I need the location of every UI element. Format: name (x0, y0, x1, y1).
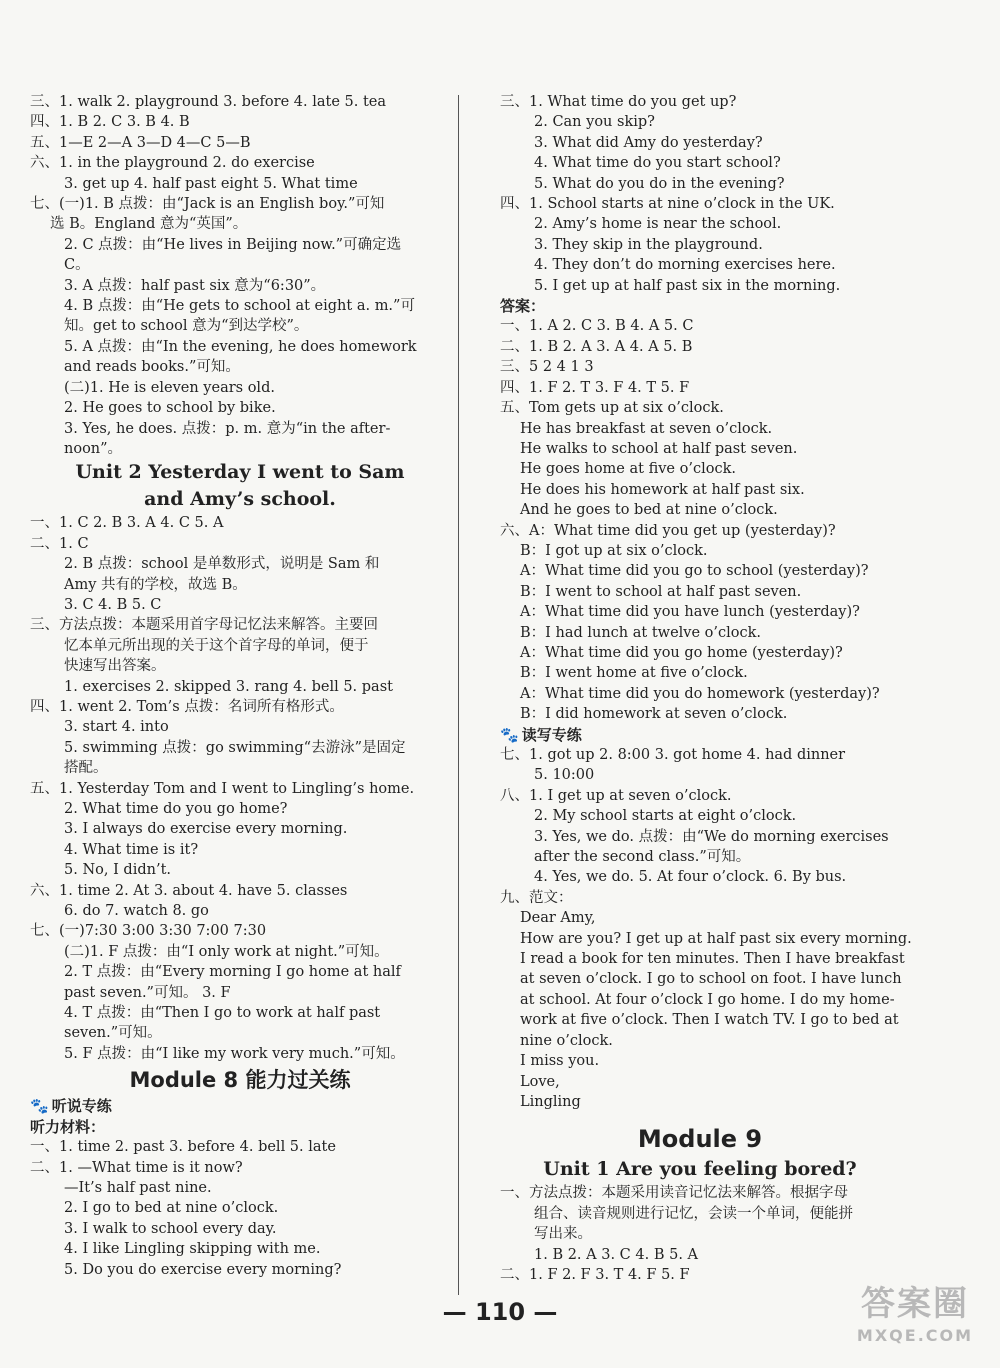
answer-line: 五、Tom gets up at six o’clock. (500, 400, 724, 417)
answer-line: 八、1. I get up at seven o’clock. (500, 787, 732, 804)
answer-line: 六、A：What time did you get up (yesterday)? (500, 522, 836, 539)
answer-line: 选 B。England 意为“英国”。 (50, 216, 248, 233)
answer-line: He walks to school at half past seven. (520, 440, 798, 457)
answer-line: B：I did homework at seven o’clock. (520, 706, 788, 723)
answer-line: 知。get to school 意为“到达学校”。 (64, 318, 309, 335)
right-column (500, 92, 912, 1285)
answer-line: 2. C 点拨：由“He lives in Beijing now.”可确定选 (64, 236, 402, 253)
answer-line: 2. T 点拨：由“Every morning I go home at half (64, 964, 401, 981)
answer-line: 5. 10:00 (534, 767, 595, 784)
answer-line: Dear Amy, (520, 910, 596, 927)
answer-line: 忆本单元所出现的关于这个首字母的单词，便于 (64, 637, 369, 654)
answer-line: 3. I walk to school every day. (64, 1220, 277, 1237)
answer-line: 2. What time do you go home? (64, 801, 288, 817)
answer-line: 七、1. got up 2. 8:00 3. got home 4. had dinner (500, 747, 846, 763)
answer-line: 四、1. went 2. Tom’s 点拨：名词所有格形式。 (30, 698, 344, 715)
answer-line: noon”。 (64, 440, 123, 457)
answer-line: A：What time did you have lunch (yesterday)? (520, 604, 860, 621)
answer-line: He goes home at five o’clock. (520, 461, 736, 478)
answer-line: How are you? I get up at half past six every morning. (520, 930, 912, 947)
answer-line: work at five o’clock. Then I watch TV. I go to bed at (520, 1012, 899, 1029)
subheading: 答案： (500, 297, 546, 316)
answer-line: C。 (64, 257, 90, 274)
answer-line: 六、1. in the playground 2. do exercise (30, 155, 315, 172)
answer-line: A：What time did you do homework (yesterday)? (520, 685, 880, 702)
unit-title: Unit 2 Yesterday I went to Sam (75, 461, 405, 484)
answer-line: 2. He goes to school by bike. (64, 400, 276, 417)
answer-line: 2. I go to bed at nine o’clock. (64, 1200, 279, 1217)
answer-line: 2. Amy’s home is near the school. (534, 216, 782, 233)
paw-icon: 🐾 (30, 1097, 49, 1116)
answer-line: 1. B 2. A 3. C 4. B 5. A (534, 1246, 699, 1263)
answer-line: 三、5 2 4 1 3 (500, 359, 594, 376)
page-number: — 110 — (442, 1298, 558, 1326)
answer-line: 组合、读音规则进行记忆，会读一个单词，便能拼 (534, 1205, 853, 1222)
answer-line: 2. Can you skip? (534, 114, 655, 131)
answer-line: Love, (520, 1073, 560, 1090)
answer-line: and reads books.”可知。 (64, 359, 240, 376)
answer-line: 三、方法点拨：本题采用首字母记忆法来解答。主要回 (30, 617, 378, 634)
answer-line: 4. They don’t do morning exercises here. (534, 257, 836, 274)
answer-line: 3. I always do exercise every morning. (64, 821, 348, 838)
column-divider (458, 95, 459, 1295)
answer-line: 一、1. C 2. B 3. A 4. C 5. A (30, 515, 224, 532)
paw-icon: 🐾 (500, 725, 519, 744)
answer-line: 三、1. walk 2. playground 3. before 4. late 5. tea (30, 94, 387, 110)
module-title: Module 9 (637, 1125, 763, 1154)
answer-line: 2. B 点拨：school 是单数形式，说明是 Sam 和 (64, 556, 380, 573)
answer-line: 5. Do you do exercise every morning? (64, 1261, 342, 1278)
module-title: Module 8 能力过关练 (129, 1068, 351, 1093)
answer-line: 4. What time do you start school? (534, 155, 781, 172)
answer-line: B：I went to school at half past seven. (520, 583, 802, 600)
section-header: 🐾 读写专练 (500, 725, 582, 744)
answer-line: 3. C 4. B 5. C (64, 596, 162, 613)
answer-line: Amy 共有的学校，故选 B。 (64, 576, 247, 593)
answer-line: B：I went home at five o’clock. (520, 665, 748, 682)
answer-line: after the second class.”可知。 (534, 849, 751, 866)
answer-line: 四、1. School starts at nine o’clock in the UK. (500, 196, 835, 213)
left-column (30, 92, 450, 1280)
answer-line: 5. I get up at half past six in the morning. (534, 277, 841, 294)
answer-line: 二、1. B 2. A 3. A 4. A 5. B (500, 338, 693, 355)
answer-line: 3. get up 4. half past eight 5. What time (64, 175, 358, 192)
watermark-url: MXQE.COM (856, 1326, 974, 1345)
answer-line: 七、(一)7:30 3:00 3:30 7:00 7:30 (30, 923, 267, 940)
answer-line: A：What time did you go home (yesterday)? (520, 644, 843, 661)
answer-line: 3. start 4. into (64, 719, 169, 736)
answer-line: A：What time did you go to school (yesterday)? (520, 563, 869, 580)
answer-line: And he goes to bed at nine o’clock. (520, 502, 778, 519)
answer-line: I read a book for ten minutes. Then I have breakfast (520, 951, 905, 968)
answer-line: (二)1. F 点拨：由“I only work at night.”可知。 (64, 943, 389, 960)
answer-line: past seven.”可知。 3. F (64, 984, 231, 1001)
answer-line: B：I had lunch at twelve o’clock. (520, 624, 762, 641)
answer-line: 快速写出答案。 (64, 658, 166, 675)
unit-title: Unit 1 Are you feeling bored? (543, 1158, 857, 1181)
answer-line: at seven o’clock. I go to school on foot. I have lunch (520, 971, 902, 988)
answer-line: 二、1. —What time is it now? (30, 1159, 243, 1176)
answer-line: Lingling (520, 1093, 581, 1110)
answer-line: 4. B 点拨：由“He gets to school at eight a. m.”可 (64, 298, 415, 315)
answer-line: 6. do 7. watch 8. go (64, 903, 209, 920)
answer-line: (二)1. He is eleven years old. (64, 379, 275, 396)
answer-line: 4. What time is it? (64, 841, 199, 858)
answer-line: 3. What did Amy do yesterday? (534, 134, 763, 151)
answer-line: 搭配。 (64, 760, 108, 777)
answer-line: 4. Yes, we do. 5. At four o’clock. 6. By bus. (534, 869, 847, 886)
answer-line: 四、1. B 2. C 3. B 4. B (30, 114, 190, 131)
subheading: 听力材料： (30, 1117, 106, 1136)
answer-line: 5. F 点拨：由“I like my work very much.”可知。 (64, 1045, 405, 1062)
answer-line: I miss you. (520, 1053, 600, 1070)
answer-line: 4. I like Lingling skipping with me. (64, 1241, 321, 1258)
answer-line: —It’s half past nine. (64, 1179, 212, 1196)
answer-line: 5. swimming 点拨：go swimming“去游泳”是固定 (64, 739, 406, 756)
answer-line: 五、1—E 2—A 3—D 4—C 5—B (30, 134, 251, 151)
answer-line: 六、1. time 2. At 3. about 4. have 5. classes (30, 882, 348, 899)
answer-line: 3. A 点拨：half past six 意为“6:30”。 (64, 277, 326, 294)
answer-line: nine o’clock. (520, 1032, 613, 1049)
answer-line: 5. No, I didn’t. (64, 862, 172, 879)
answer-line: 写出来。 (534, 1226, 592, 1243)
answer-line: 3. Yes, he does. 点拨：p. m. 意为“in the after- (64, 420, 391, 437)
answer-line: 七、(一)1. B 点拨：由“Jack is an English boy.”可知 (30, 196, 385, 213)
answer-line: 一、1. A 2. C 3. B 4. A 5. C (500, 318, 694, 335)
answer-line: 一、方法点拨：本题采用读音记忆法来解答。根据字母 (500, 1185, 848, 1202)
answer-line: 2. My school starts at eight o’clock. (534, 808, 797, 825)
answer-line: 三、1. What time do you get up? (500, 94, 737, 110)
answer-line: B：I got up at six o’clock. (520, 542, 708, 559)
answer-line: at school. At four o’clock I go home. I do my home- (520, 991, 895, 1008)
unit-title: and Amy’s school. (144, 488, 336, 511)
answer-line: 二、1. F 2. F 3. T 4. F 5. F (500, 1266, 690, 1283)
answer-line: 5. A 点拨：由“In the evening, he does homework (64, 338, 417, 355)
answer-line: seven.”可知。 (64, 1025, 162, 1042)
watermark-text: 答案圈 (861, 1284, 969, 1324)
watermark-logo (840, 1282, 990, 1362)
answer-line: He has breakfast at seven o’clock. (520, 420, 773, 437)
answer-line: He does his homework at half past six. (520, 481, 805, 498)
answer-line: 一、1. time 2. past 3. before 4. bell 5. late (30, 1139, 336, 1156)
answer-line: 四、1. F 2. T 3. F 4. T 5. F (500, 379, 690, 396)
answer-line: 3. Yes, we do. 点拨：由“We do morning exercises (534, 828, 889, 845)
section-header: 🐾 听说专练 (30, 1097, 112, 1116)
answer-line: 1. exercises 2. skipped 3. rang 4. bell 5. past (64, 678, 393, 695)
answer-line: 4. T 点拨：由“Then I go to work at half past (64, 1005, 381, 1022)
answer-line: 五、1. Yesterday Tom and I went to Lingling’s home. (30, 780, 415, 797)
answer-line: 5. What do you do in the evening? (534, 175, 785, 192)
answer-line: 3. They skip in the playground. (534, 236, 763, 253)
answer-line: 九、范文： (500, 889, 573, 906)
answer-line: 二、1. C (30, 535, 89, 552)
